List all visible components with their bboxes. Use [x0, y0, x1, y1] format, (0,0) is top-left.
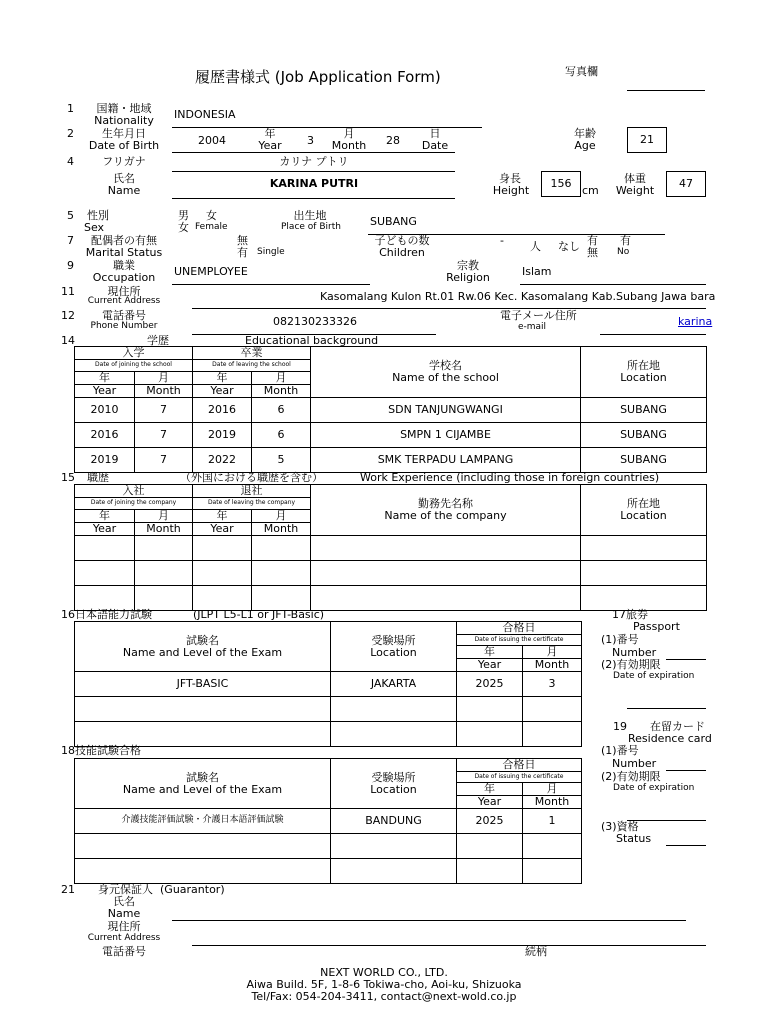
edu-school-jp: 学校名 [429, 359, 462, 373]
dob-day-en: Date [421, 139, 449, 152]
guarantor-name-en: Name [107, 907, 141, 920]
furigana-value[interactable]: カリナ プトリ [279, 155, 349, 168]
edu-loc-jp: 所在地 [627, 359, 660, 373]
edu-year-jp: 年 [193, 372, 252, 385]
children-no-en: No [617, 247, 630, 257]
edu-cell[interactable]: 5 [252, 448, 311, 473]
jp-year-jp: 年 [457, 646, 523, 659]
education-table [74, 346, 707, 473]
nationality-label-jp: 国籍・地域 [96, 102, 152, 115]
edu-year-en: Year [193, 385, 252, 398]
jp-loc-header [331, 622, 457, 672]
skill-cell[interactable] [75, 859, 331, 884]
sex-female-en: Female [195, 222, 228, 232]
jp-cell[interactable] [75, 697, 331, 722]
dob-day[interactable]: 28 [386, 134, 400, 147]
row-number: 9 [67, 259, 74, 272]
education-label-jp: 学歴 [147, 334, 169, 347]
row-number: 4 [67, 155, 74, 168]
japanese-table [74, 621, 582, 747]
dob-month[interactable]: 3 [307, 134, 314, 147]
work-leave-en: Date of leaving the company [193, 498, 311, 510]
skill-exam-en: Name and Level of the Exam [122, 782, 283, 796]
children-label-jp: 子どもの数 [374, 234, 430, 247]
skill-cell[interactable] [523, 859, 582, 884]
nationality-label-en: Nationality [94, 114, 154, 127]
name-line [172, 198, 455, 199]
photo-line [627, 90, 705, 91]
email-line [600, 334, 706, 335]
work-join-jp: 入社 [75, 485, 193, 498]
work-year-en: Year [75, 523, 135, 536]
work-leave-jp: 退社 [193, 485, 311, 498]
passport-exp-line [627, 708, 706, 709]
jp-cell[interactable] [523, 722, 582, 747]
edu-month-en: Month [135, 385, 193, 398]
row-number: 7 [67, 234, 74, 247]
table-row [75, 809, 582, 834]
dob-year-en: Year [258, 139, 282, 152]
skill-exam-header [75, 759, 331, 809]
work-cell[interactable] [311, 536, 581, 561]
footer-company: NEXT WORLD CO., LTD. [320, 966, 448, 979]
residence-status-line [666, 845, 706, 846]
edu-cell[interactable]: 6 [252, 398, 311, 423]
residence-label-jp: 在留カード [650, 720, 705, 733]
weight-box[interactable] [666, 171, 706, 197]
skill-month-en: Month [523, 796, 582, 809]
children-option-yes[interactable]: 有 [587, 234, 598, 247]
guarantor-address-jp: 現住所 [107, 920, 141, 933]
passport-exp-jp: (2)有効期限 [601, 658, 661, 671]
table-row [75, 423, 707, 448]
passport-exp-en: Date of expiration [613, 671, 695, 681]
edu-leave-en: Date of leaving the school [193, 360, 311, 372]
dob-year-jp: 年 [264, 127, 276, 140]
jp-month-en: Month [523, 659, 582, 672]
table-row [75, 834, 582, 859]
weight-label-jp: 体重 [624, 172, 646, 185]
edu-cell[interactable]: 2016 [193, 398, 252, 423]
passport-number-line [666, 659, 706, 660]
work-year-en: Year [193, 523, 252, 536]
email-label-en: e-mail [517, 322, 547, 332]
row-number: 1 [67, 102, 74, 115]
jp-cell[interactable] [457, 697, 523, 722]
guarantor-name-line [172, 920, 686, 921]
nationality-value[interactable]: INDONESIA [174, 108, 236, 121]
table-row [75, 398, 707, 423]
age-value: 21 [640, 133, 654, 146]
row-number: 5 [67, 209, 74, 222]
edu-cell[interactable]: 2022 [193, 448, 252, 473]
edu-cell[interactable]: SUBANG [581, 398, 707, 423]
work-cell[interactable] [252, 561, 311, 586]
work-cell[interactable] [193, 561, 252, 586]
table-row [75, 697, 582, 722]
height-value: 156 [550, 177, 572, 190]
edu-month-en: Month [252, 385, 311, 398]
table-row [75, 672, 582, 697]
sex-label-jp: 性別 [87, 209, 109, 222]
skill-cell[interactable] [331, 834, 457, 859]
jp-cell[interactable]: 3 [523, 672, 582, 697]
japanese-label-en: (JLPT L5-L1 or JFT-Basic) [193, 608, 325, 621]
guarantor-phone-jp: 電話番号 [102, 945, 146, 958]
edu-cell[interactable]: SUBANG [581, 448, 707, 473]
skill-cell[interactable] [523, 834, 582, 859]
dob-month-en: Month [331, 139, 367, 152]
work-loc-jp: 所在地 [627, 497, 660, 511]
sex-option-male[interactable]: 男 [178, 209, 189, 222]
occupation-label-jp: 職業 [113, 259, 135, 272]
weight-label-en: Weight [615, 184, 655, 197]
work-cell[interactable] [75, 561, 135, 586]
work-label-jp: 職歴 [87, 471, 109, 484]
work-cell[interactable] [135, 561, 193, 586]
jp-issue-jp: 合格日 [457, 622, 582, 635]
footer-contact: Tel/Fax: 054-204-3411, contact@next-wold.co.jp [251, 990, 517, 1003]
phone-label-jp: 電話番号 [102, 309, 146, 322]
address-value[interactable]: Kasomalang Kulon Rt.01 Rw.06 Kec. Kasomalang Kab.Subang Jawa bara [320, 290, 716, 303]
guarantor-label-en: (Guarantor) [160, 883, 225, 896]
table-row [75, 859, 582, 884]
skill-cell[interactable]: 2025 [457, 809, 523, 834]
edu-loc-en: Location [620, 371, 667, 385]
jp-cell[interactable]: JFT-BASIC [75, 672, 331, 697]
marital-single-en: Single [257, 247, 285, 257]
age-box[interactable] [627, 127, 667, 153]
work-month-jp: 月 [252, 510, 311, 523]
work-cell[interactable] [311, 586, 581, 611]
religion-value[interactable]: Islam [522, 265, 552, 278]
jp-exam-jp: 試験名 [186, 633, 219, 647]
guarantor-label-jp: 身元保証人 [98, 883, 153, 896]
skill-loc-jp: 受験場所 [371, 770, 416, 784]
height-box[interactable] [541, 171, 581, 197]
row-number: 12 [61, 309, 75, 322]
work-cell[interactable] [135, 536, 193, 561]
marital-label-en: Marital Status [85, 246, 163, 259]
children-none: なし [558, 240, 580, 253]
pob-label-jp: 出生地 [293, 209, 327, 222]
jp-exam-header [75, 622, 331, 672]
work-cell[interactable] [581, 536, 707, 561]
jp-year-en: Year [457, 659, 523, 672]
japanese-label-text: 日本語能力試験 [75, 608, 152, 621]
height-label-jp: 身長 [499, 172, 521, 185]
work-table [74, 484, 707, 611]
work-cell[interactable] [193, 536, 252, 561]
edu-month-jp: 月 [135, 372, 193, 385]
marital-option-no[interactable]: 有 [237, 246, 248, 259]
work-cell[interactable] [311, 561, 581, 586]
row-number: 17 [612, 608, 626, 621]
dob-line [172, 152, 455, 153]
jp-loc-en: Location [370, 645, 417, 659]
skill-month-jp: 月 [523, 783, 582, 796]
edu-cell[interactable]: SMPN 1 CIJAMBE [311, 423, 581, 448]
sex-option-female[interactable]: 女 [178, 221, 189, 234]
work-label-en: Work Experience (including those in foreign countries) [360, 471, 660, 484]
table-row [75, 722, 582, 747]
religion-label-jp: 宗教 [457, 259, 479, 272]
age-label-en: Age [574, 139, 596, 152]
guarantor-relation-jp: 続柄 [525, 945, 547, 958]
edu-year-en: Year [75, 385, 135, 398]
guarantor-name-jp: 氏名 [113, 895, 135, 908]
jp-loc-jp: 受験場所 [371, 633, 416, 647]
skill-exam-jp: 試験名 [186, 770, 219, 784]
photo-label: 写真欄 [565, 65, 598, 78]
phone-label-en: Phone Number [90, 321, 158, 331]
edu-school-en: Name of the school [392, 371, 499, 385]
jp-issue-en: Date of issuing the certificate [457, 635, 582, 646]
skill-cell[interactable] [457, 859, 523, 884]
skill-cell[interactable] [75, 834, 331, 859]
japanese-label-jp [61, 609, 152, 621]
row-number: 11 [61, 285, 75, 298]
residence-status-en: Status [616, 832, 652, 845]
dob-month-jp: 月 [343, 127, 355, 140]
passport-label-text: 旅券 [626, 608, 648, 621]
skill-cell[interactable]: BANDUNG [331, 809, 457, 834]
edu-school-header [311, 347, 581, 398]
residence-number-jp: (1)番号 [601, 744, 639, 757]
skill-cell[interactable]: 1 [523, 809, 582, 834]
pob-value[interactable]: SUBANG [370, 215, 417, 228]
edu-cell[interactable]: 6 [252, 423, 311, 448]
jp-cell[interactable]: 2025 [457, 672, 523, 697]
edu-cell[interactable]: SUBANG [581, 423, 707, 448]
row-number: 15 [61, 471, 75, 484]
occupation-line [172, 284, 370, 285]
furigana-label: フリガナ [102, 155, 146, 168]
skill-issue-jp: 合格日 [457, 759, 582, 772]
edu-cell[interactable]: 2010 [75, 398, 135, 423]
occupation-value[interactable]: UNEMPLOYEE [174, 265, 248, 278]
dob-day-jp: 日 [429, 127, 441, 140]
children-unit: 人 [530, 240, 541, 253]
skill-table [74, 758, 582, 884]
skill-cell[interactable]: 介護技能評価試験・介護日本語評価試験 [75, 809, 331, 834]
jp-exam-en: Name and Level of the Exam [122, 645, 283, 659]
sex-label-en: Sex [84, 221, 105, 234]
residence-exp-jp: (2)有効期限 [601, 770, 661, 783]
marital-option-yes[interactable]: 無 [237, 234, 248, 247]
edu-join-en: Date of joining the school [75, 360, 193, 372]
edu-cell[interactable]: SMK TERPADU LAMPANG [311, 448, 581, 473]
skill-label-jp [61, 745, 141, 757]
edu-cell[interactable]: 2016 [75, 423, 135, 448]
table-row [75, 536, 707, 561]
furigana-line [172, 171, 455, 172]
dob-year[interactable]: 2004 [198, 134, 226, 147]
work-cell[interactable] [581, 561, 707, 586]
name-value[interactable]: KARINA PUTRI [269, 177, 359, 190]
skill-label-text: 技能試験合格 [75, 744, 141, 757]
children-value[interactable]: - [500, 234, 504, 247]
skill-year-jp: 年 [457, 783, 523, 796]
work-year-jp: 年 [75, 510, 135, 523]
occupation-label-en: Occupation [92, 271, 156, 284]
address-label-jp: 現住所 [107, 285, 141, 298]
residence-number-line [666, 770, 706, 771]
edu-cell[interactable]: SDN TANJUNGWANGI [311, 398, 581, 423]
work-month-en: Month [252, 523, 311, 536]
work-cell[interactable] [75, 536, 135, 561]
work-join-en: Date of joining the company [75, 498, 193, 510]
page-title: 履歴書様式 (Job Application Form) [195, 68, 441, 86]
address-line [192, 308, 706, 309]
age-label-jp: 年齢 [574, 127, 596, 140]
skill-issue-en: Date of issuing the certificate [457, 772, 582, 783]
skill-year-en: Year [457, 796, 523, 809]
children-option-yes-2[interactable]: 有 [620, 234, 631, 247]
marital-label-jp: 配偶者の有無 [91, 234, 157, 247]
children-label-en: Children [379, 246, 425, 259]
edu-leave-jp: 卒業 [193, 347, 311, 360]
row-number: 19 [613, 720, 627, 733]
passport-label-en: Passport [633, 620, 680, 633]
edu-cell[interactable]: 7 [135, 448, 193, 473]
edu-join-jp: 入学 [75, 347, 193, 360]
skill-loc-header [331, 759, 457, 809]
passport-number-jp: (1)番号 [601, 633, 639, 646]
dob-label-en: Date of Birth [88, 139, 160, 152]
sex-option-female-top[interactable]: 女 [206, 209, 217, 222]
work-company-header [311, 485, 581, 536]
name-label-en: Name [107, 184, 141, 197]
weight-value: 47 [679, 177, 693, 190]
height-unit: cm [582, 184, 599, 197]
height-label-en: Height [492, 184, 530, 197]
table-row [75, 448, 707, 473]
edu-cell[interactable]: 2019 [193, 423, 252, 448]
skill-cell[interactable] [331, 859, 457, 884]
pob-label-en: Place of Birth [281, 222, 341, 232]
work-company-en: Name of the company [384, 509, 507, 523]
email-label-jp: 電子メール住所 [500, 309, 577, 322]
work-cell[interactable] [252, 536, 311, 561]
work-year-jp: 年 [193, 510, 252, 523]
work-month-jp: 月 [135, 510, 193, 523]
work-location-header [581, 485, 707, 536]
work-label-jp-2: （外国における職歴を含む） [180, 471, 323, 484]
religion-line [520, 284, 706, 285]
footer-contact-clip [0, 990, 768, 1003]
jp-cell[interactable]: JAKARTA [331, 672, 457, 697]
footer-address: Aiwa Build. 5F, 1-8-6 Tokiwa-cho, Aoi-ku, Shizuoka [246, 978, 522, 991]
religion-label-en: Religion [446, 271, 490, 284]
jp-cell[interactable] [457, 722, 523, 747]
row-number: 18 [61, 744, 75, 757]
work-company-jp: 勤務先名称 [418, 497, 473, 511]
passport-number-en: Number [612, 646, 657, 659]
email-link[interactable]: karina [678, 315, 713, 328]
jp-cell[interactable] [523, 697, 582, 722]
name-label-jp: 氏名 [113, 172, 135, 185]
address-label-en: Current Address [87, 296, 161, 306]
row-number: 14 [61, 334, 75, 347]
edu-month-jp: 月 [252, 372, 311, 385]
residence-status-jp: (3)資格 [601, 820, 639, 833]
phone-value[interactable]: 082130233326 [273, 315, 357, 328]
row-number: 16 [61, 608, 75, 621]
jp-month-jp: 月 [523, 646, 582, 659]
children-option-no[interactable]: 無 [587, 246, 598, 259]
skill-loc-en: Location [370, 782, 417, 796]
education-label-en: Educational background [245, 334, 379, 347]
skill-cell[interactable] [457, 834, 523, 859]
residence-label-en: Residence card [628, 732, 712, 745]
residence-exp-en: Date of expiration [613, 783, 695, 793]
edu-location-header [581, 347, 707, 398]
work-month-en: Month [135, 523, 193, 536]
edu-cell[interactable]: 2019 [75, 448, 135, 473]
dob-label-jp: 生年月日 [102, 127, 146, 140]
edu-year-jp: 年 [75, 372, 135, 385]
row-number: 21 [61, 883, 75, 896]
edu-cell[interactable]: 7 [135, 398, 193, 423]
jp-cell[interactable] [331, 722, 457, 747]
jp-cell[interactable] [331, 697, 457, 722]
table-row [75, 561, 707, 586]
work-loc-en: Location [620, 509, 667, 523]
guarantor-address-line [192, 945, 706, 946]
residence-number-en: Number [612, 757, 657, 770]
row-number: 2 [67, 127, 74, 140]
edu-cell[interactable]: 7 [135, 423, 193, 448]
guarantor-address-en: Current Address [87, 933, 161, 943]
